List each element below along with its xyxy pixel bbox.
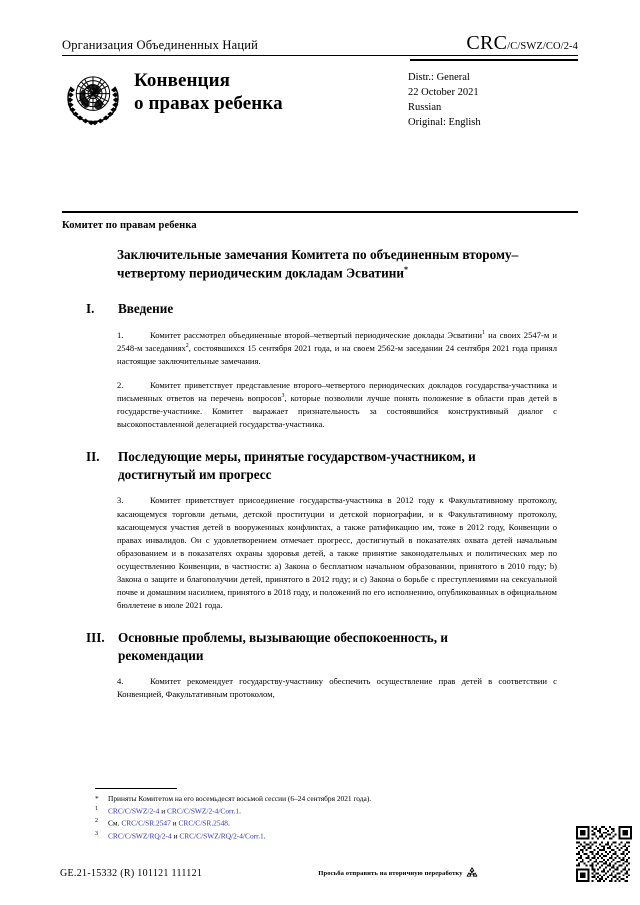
section-heading-concerns xyxy=(86,629,578,664)
footnote-1 xyxy=(95,805,515,817)
paragraph-number: 4. xyxy=(117,676,124,687)
paragraph-text: Комитет рекомендует государству-участнику обеспечить осуществление прав детей в соответствии с Конвенцией, Факультативным протоколом, xyxy=(117,676,557,700)
footnote-conjunction: и xyxy=(159,806,167,816)
paragraph-text-part-1: Комитет приветствует представление второго–четвертого периодических докладов государства-участника и письменных ответов на перечень вопросов xyxy=(117,380,557,404)
footnote-text: Приняты Комитетом на его восемьдесят восьмой сессии (6–24 сентября 2021 года). xyxy=(108,794,372,803)
header-top-row xyxy=(62,33,578,53)
emblem-container xyxy=(62,65,128,129)
paragraph-number: 3. xyxy=(117,495,124,506)
recycle-notice xyxy=(318,866,478,880)
footnote-mark: 1 xyxy=(95,805,98,812)
paragraph-number: 1. xyxy=(117,329,124,340)
section-heading-followup xyxy=(86,448,578,483)
footnote-link-primary[interactable]: CRC/C/SWZ/RQ/2-4 xyxy=(108,831,172,841)
footnote-tail: . xyxy=(239,806,241,816)
footnote-3 xyxy=(95,830,515,842)
document-header xyxy=(62,33,578,131)
distribution-original: Original: English xyxy=(408,116,481,128)
paragraph-1 xyxy=(117,329,557,368)
footnote-asterisk xyxy=(95,793,515,805)
footnote-ref-1[interactable]: 1 xyxy=(481,330,485,337)
section-title: Основные проблемы, вызывающие обеспокоенность, и рекомендации xyxy=(118,630,448,663)
footnote-conjunction: и xyxy=(171,831,180,841)
paragraph-text-part-2: , которые позволили лучше понять положение в области прав детей в государстве-участнике. Комитет выражает признательность за состоявшийся конструктивный диалог с высокопоставленной делегацией государства-участника. xyxy=(117,393,558,430)
section-number: I. xyxy=(86,301,95,317)
document-content xyxy=(62,246,578,701)
paragraph-text-part-2: на своих 2547-м и 2548-м заседаниях xyxy=(117,329,557,353)
qr-code-icon xyxy=(576,826,632,882)
recycling-icon xyxy=(465,866,479,880)
footnote-ref-2[interactable]: 2 xyxy=(185,343,189,350)
paragraph-text: Комитет приветствует присоединение государства-участника в 2012 году к Факультативному протоколу, касающемуся торговли детьми, детской проституции и детской порнографии, и к Факультативному протоколу, касающемуся участия детей в вооруженных конфликтах, а также ратификацию им, тоже в 2012 году, Конвенции о правах инвалидов. Он с удовлетворением отмечает прогресс, достигнутый в показателях охвата детей начальным образованием и в показателях охраны здоровья детей, а также принятие законодательных и политических мер по осуществлению Конвенции, в частности: a) Закона о бесплатном начальном образовании, принятого в 2010 году; b) Закона о защите и благополучии детей, принятого в 2012 году; и c) Закона о борьбе с преступлениями на сексуальной почве и домашним насилием, принятого в 2018 году, и положений по его исполнению, опубликованных в официальном бюллетене в июле 2021 года. xyxy=(117,495,557,610)
un-emblem-icon xyxy=(62,67,124,129)
paragraph-number: 2. xyxy=(117,380,124,391)
footnotes-area xyxy=(95,788,515,842)
section-heading-introduction xyxy=(86,300,578,318)
footnote-mark: 3 xyxy=(95,830,98,837)
section-number: II. xyxy=(86,449,100,465)
section-title: Введение xyxy=(118,301,174,317)
paragraph-4 xyxy=(117,675,557,701)
page-title-text: Заключительные замечания Комитета по объединенным второму–четвертому периодическим докладам Эсватини xyxy=(117,247,519,281)
symbol-main: CRC xyxy=(466,32,508,54)
section-title: Последующие меры, принятые государством-участником, и достигнутый им прогресс xyxy=(118,449,476,482)
organization-name: Организация Объединенных Наций xyxy=(62,38,259,53)
footnote-mark: * xyxy=(95,794,99,803)
paragraph-2 xyxy=(117,379,557,431)
header-divider xyxy=(62,55,578,56)
footnote-link-primary[interactable]: CRC/C/SWZ/2-4 xyxy=(108,806,160,816)
footnote-separator xyxy=(95,788,177,789)
page-footer xyxy=(60,866,580,880)
footnote-link-secondary[interactable]: CRC/C/SWZ/RQ/2-4/Corr.1 xyxy=(179,831,264,841)
page-title xyxy=(117,246,557,283)
footnote-2 xyxy=(95,817,515,829)
paragraph-text-part-3: , состоявшихся 15 сентября 2021 года, и на своем 2562-м заседании 24 сентября 2021 года принял настоящие заключительные замечания. xyxy=(117,342,557,367)
header-body-row xyxy=(62,65,578,131)
footnote-tail: . xyxy=(263,831,266,841)
distribution-type: Distr.: General xyxy=(408,72,470,83)
footnote-link-secondary[interactable]: CRC/C/SR.2548 xyxy=(178,818,228,828)
distribution-language: Russian xyxy=(408,101,442,113)
distribution-block xyxy=(408,65,578,131)
footnote-link-secondary[interactable]: CRC/C/SWZ/2-4/Corr.1 xyxy=(167,806,240,816)
footnote-conjunction: и xyxy=(170,818,179,828)
footnote-ref-3[interactable]: 3 xyxy=(281,393,285,400)
paragraph-3 xyxy=(117,494,557,612)
committee-name: Комитет по правам ребенка xyxy=(62,220,197,231)
symbol-suffix: /C/SWZ/CO/2-4 xyxy=(507,41,578,52)
footnote-text: См. xyxy=(108,818,122,828)
footnote-tail: . xyxy=(227,818,230,828)
footnote-mark: 2 xyxy=(95,818,98,825)
section-number: III. xyxy=(86,630,105,645)
document-symbol xyxy=(466,33,578,53)
paragraph-text-part-1: Комитет рассмотрел объединенные второй–четвертый периодические доклады Эсватини xyxy=(150,329,482,340)
header-bottom-rule xyxy=(62,211,578,213)
convention-title-line-2: о правах ребенка xyxy=(134,93,283,115)
convention-title-line-1: Конвенция xyxy=(134,70,230,91)
job-number: GE.21-15332 (R) 101121 111121 xyxy=(60,867,203,879)
recycle-text: Просьба отправить на вторичную переработку xyxy=(318,869,463,877)
page-title-footnote-mark: * xyxy=(404,265,409,275)
symbol-underline xyxy=(410,59,578,61)
footnote-link-primary[interactable]: CRC/C/SR.2547 xyxy=(121,818,171,828)
convention-title xyxy=(128,65,408,115)
distribution-date: 22 October 2021 xyxy=(408,86,479,98)
